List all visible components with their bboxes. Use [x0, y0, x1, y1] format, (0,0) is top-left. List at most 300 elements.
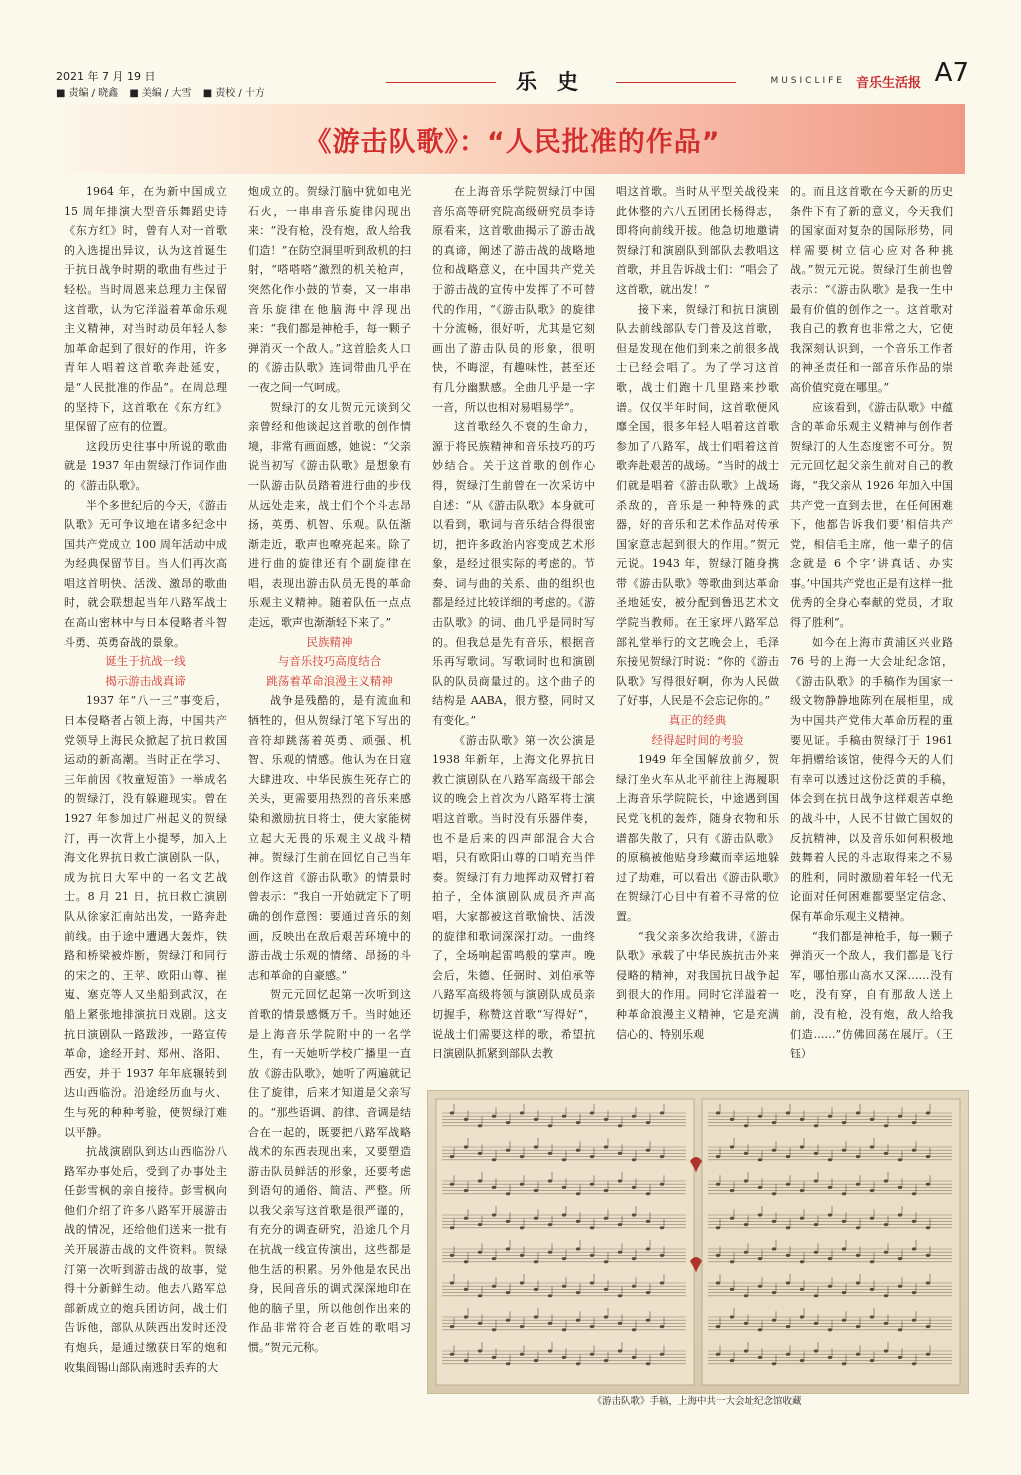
note-mark: [562, 1115, 566, 1118]
note-mark: [716, 1254, 720, 1257]
note-mark: [786, 1325, 790, 1328]
note-mark: [828, 1257, 832, 1260]
paragraph: 如今在上海市黄浦区兴业路 76 号的上海一大会址纪念馆，《游击队歌》的手稿作为国家一级文物静静地陈列在展柜里，成为中国共产党伟大革命历程的重要见证。手稿由贺绿汀于 1961 年捐赠给该馆，使得今天的人们有幸可以透过这份泛黄的手稿，体会到在抗日战争这样艰苦卓绝的战斗中，人民不甘做亡国奴的反抗精神，以及音乐如何积极地鼓舞着人民的斗志取得来之不易的胜利，同时激励着年轻一代无论面对任何困难都要坚定信念、保有革命乐观主义精神。: [790, 635, 953, 923]
note-mark: [814, 1294, 818, 1297]
note-mark: [870, 1189, 874, 1192]
note-mark: [450, 1281, 454, 1284]
note-mark: [884, 1152, 888, 1155]
note-mark: [730, 1118, 734, 1121]
note-mark: [576, 1362, 580, 1365]
note-mark: [646, 1121, 650, 1124]
note-mark: [450, 1111, 454, 1114]
note-mark: [520, 1353, 524, 1356]
note-mark: [646, 1291, 650, 1294]
note-mark: [478, 1179, 482, 1182]
note-mark: [632, 1328, 636, 1331]
note-mark: [744, 1179, 748, 1182]
note-mark: [618, 1179, 622, 1182]
paragraph: 的。而且这首歌在今天新的历史条件下有了新的意义，今天我们的国家面对复杂的国际形势，同样需要树立信心应对各种挑战。”贺元元说。贺绿汀生前也曾表示：“《游击队歌》是我一生中最有价值的创作之一。这首歌对我自己的教育也非常之大，它使我深刻认识到，一个音乐工作者的神圣责任和一部音乐作品的崇高价值究竟在哪里。”: [790, 185, 953, 394]
note-mark: [478, 1152, 482, 1155]
paragraph: 贺元元回忆起第一次听到这首歌的情景感慨万千。当时她还是上海音乐学院附中的一名学生，有一天她听学校广播里一直放《游击队歌》，她听了两遍就记住了旋律，后来才知道是父亲写的。“那些语调、韵律、音调是结合在一起的，既要把八路军战略战术的东西表现出来，又要塑造游击队员鲜活的形象，还要考虑到语句的通俗、简洁、严整。所以我父亲写这首歌是很严谨的，有充分的调查研究，沿途几个月在抗战一线宣传演出，这些都是他生活的积累。另外他是农民出身，民间音乐的调式深深地印在他的脑子里，所以他创作出来的作品非常符合老百姓的歌唱习惯。”贺元元称。: [248, 988, 411, 1355]
note-mark: [800, 1288, 804, 1291]
note-mark: [562, 1356, 566, 1359]
note-mark: [520, 1226, 524, 1229]
note-mark: [786, 1254, 790, 1257]
credit-proofreader: ■ 责校 / 十方: [203, 88, 265, 99]
note-mark: [856, 1111, 860, 1114]
note-mark: [576, 1247, 580, 1250]
note-mark: [576, 1319, 580, 1322]
column-5: [790, 182, 953, 1064]
subheading: 诞生于抗战一线: [105, 654, 186, 669]
article-title: 《游击队歌》：“人民批准的作品”: [304, 127, 721, 158]
note-mark: [632, 1285, 636, 1288]
note-mark: [548, 1152, 552, 1155]
paragraph: 这首歌经久不衰的生命力，源于将民族精神和音乐技巧的巧妙结合。关于这首歌的创作心得，贺绿汀生前曾在一次采访中自述：“从《游击队歌》本身就可以看到，歌词与音乐结合得很密切，把许多政治内容变成艺术形象，是经过很实际的考虑的。节奏、词与曲的关系、曲的组织也都是经过比较详细的考虑的。《游击队歌》的词、曲几乎是同时写的。但我总是先有音乐，根据音乐再写歌词。写歌词时也和演剧队的队员商量过的。这个曲子的结构是 AABA，很方整，同时又有变化。”: [432, 420, 595, 728]
note-mark: [912, 1220, 916, 1223]
note-mark: [576, 1220, 580, 1223]
note-mark: [772, 1220, 776, 1223]
note-mark: [646, 1192, 650, 1195]
note-mark: [478, 1322, 482, 1325]
subheading: 民族精神: [306, 634, 353, 649]
note-mark: [660, 1254, 664, 1257]
note-mark: [730, 1145, 734, 1148]
note-mark: [814, 1349, 818, 1352]
note-mark: [590, 1226, 594, 1229]
note-mark: [912, 1247, 916, 1250]
paragraph: 唱这首歌。当时从平型关战役来此休整的六八五团团长杨得志，即将向前线开拔。他急切地邀请贺绿汀和演剧队到部队去教唱这首歌，并且告诉战士们：“唱会了这首歌，就出发！”: [616, 185, 779, 296]
note-mark: [912, 1362, 916, 1365]
note-mark: [632, 1158, 636, 1161]
note-mark: [716, 1111, 720, 1114]
note-mark: [912, 1149, 916, 1152]
note-mark: [884, 1294, 888, 1297]
column-1: [64, 182, 227, 1377]
note-mark: [590, 1325, 594, 1328]
subheading: 真正的经典: [668, 713, 727, 728]
header-rule-left: [386, 82, 496, 83]
note-mark: [856, 1325, 860, 1328]
note-mark: [842, 1362, 846, 1365]
note-mark: [450, 1325, 454, 1328]
note-mark: [758, 1285, 762, 1288]
note-mark: [492, 1328, 496, 1331]
note-mark: [520, 1155, 524, 1158]
editor-credits: [56, 84, 273, 99]
note-mark: [478, 1223, 482, 1226]
note-mark: [870, 1359, 874, 1362]
note-mark: [562, 1285, 566, 1288]
note-mark: [646, 1319, 650, 1322]
note-mark: [730, 1315, 734, 1318]
note-mark: [926, 1226, 930, 1229]
note-mark: [618, 1152, 622, 1155]
note-mark: [576, 1192, 580, 1195]
note-mark: [730, 1260, 734, 1263]
note-mark: [492, 1115, 496, 1118]
note-mark: [884, 1223, 888, 1226]
note-mark: [828, 1186, 832, 1189]
note-mark: [646, 1220, 650, 1223]
note-mark: [492, 1285, 496, 1288]
note-mark: [730, 1359, 734, 1362]
note-mark: [856, 1281, 860, 1284]
note-mark: [842, 1291, 846, 1294]
note-mark: [548, 1294, 552, 1297]
note-mark: [590, 1254, 594, 1257]
note-mark: [870, 1260, 874, 1263]
note-mark: [548, 1322, 552, 1325]
note-mark: [604, 1359, 608, 1362]
paragraph: 战争是残酷的，是有流血和牺牲的，但从贺绿汀笔下写出的音符却跳荡着英勇、顽强、机智、乐观的情感。他认为在日寇大肆进攻、中华民族生死存亡的关头，更需要用热烈的音乐来感染和激励抗日将士，使大家能树立起大无畏的乐观主义战斗精神。贺绿汀生前在回忆自己当年创作这首《游击队歌》的情景时曾表示：“我自一开始就定下了明确的创作意图：要通过音乐的刻画，反映出在敌后艰苦环境中的游击战士乐观的情绪、昂扬的斗志和革命的自豪感。”: [248, 694, 411, 982]
manuscript-image: [427, 1090, 969, 1394]
note-mark: [632, 1115, 636, 1118]
note-mark: [520, 1111, 524, 1114]
note-mark: [828, 1213, 832, 1216]
column-2: [248, 182, 411, 1358]
note-mark: [912, 1291, 916, 1294]
note-mark: [716, 1325, 720, 1328]
paragraph: 半个多世纪后的今天，《游击队歌》无可争议地在诸多纪念中国共产党成立 100 周年活动中成为经典保留节目。当人们再次高唱这首明快、活泼、激昂的歌曲时，就会联想起当年八路军战士在高山密林中与日本侵略者斗智斗勇、英勇奋战的景象。: [64, 498, 227, 649]
note-mark: [814, 1322, 818, 1325]
note-mark: [758, 1328, 762, 1331]
note-mark: [562, 1328, 566, 1331]
note-mark: [856, 1155, 860, 1158]
note-mark: [534, 1118, 538, 1121]
note-mark: [660, 1111, 664, 1114]
note-mark: [800, 1145, 804, 1148]
note-mark: [520, 1325, 524, 1328]
note-mark: [590, 1111, 594, 1114]
note-mark: [590, 1353, 594, 1356]
note-mark: [772, 1149, 776, 1152]
page-header: [56, 58, 969, 102]
note-mark: [450, 1155, 454, 1158]
note-mark: [870, 1118, 874, 1121]
note-mark: [548, 1124, 552, 1127]
paragraph: 抗战演剧队到达山西临汾八路军办事处后，受到了办事处主任彭雪枫的亲自接待。彭雪枫向他们介绍了许多八路军开展游击战的情况，还给他们送来一批有关开展游击战的文件资料。贺绿汀第一次听到游击战的故事，觉得十分新鲜生动。他去八路军总部新成立的炮兵团访问，战士们告诉他，部队从陕西出发时还没有炮兵，是通过缴获日军的炮和收集阎锡山部队南逃时丢弃的大: [64, 1145, 227, 1374]
note-mark: [814, 1179, 818, 1182]
note-mark: [926, 1281, 930, 1284]
paragraph: 1964 年，在为新中国成立 15 周年排演大型音乐舞蹈史诗《东方红》时，曾有人对一首歌的入选提出异议，认为这首诞生于抗日战争时期的歌曲有些过于轻松。当时周恩来总理力主保留这首歌，认为它洋溢着革命乐观主义精神，对当时动员年轻人参加革命起到了很好的作用，许多青年人唱着这首歌奔赴延安，是“人民批准的作品”。在周总理的坚持下，这首歌在《东方红》里保留了应有的位置。: [64, 185, 227, 434]
note-mark: [898, 1285, 902, 1288]
note-mark: [478, 1251, 482, 1254]
note-mark: [450, 1226, 454, 1229]
note-mark: [842, 1149, 846, 1152]
note-mark: [646, 1149, 650, 1152]
note-mark: [898, 1356, 902, 1359]
note-mark: [744, 1223, 748, 1226]
note-mark: [898, 1257, 902, 1260]
note-mark: [562, 1257, 566, 1260]
subheading: 揭示游击战真谛: [105, 673, 186, 688]
note-mark: [646, 1362, 650, 1365]
note-mark: [758, 1186, 762, 1189]
note-mark: [856, 1226, 860, 1229]
note-mark: [478, 1349, 482, 1352]
note-mark: [912, 1121, 916, 1124]
note-mark: [744, 1124, 748, 1127]
note-mark: [618, 1294, 622, 1297]
note-mark: [730, 1189, 734, 1192]
note-mark: [758, 1213, 762, 1216]
note-mark: [534, 1288, 538, 1291]
note-mark: [744, 1251, 748, 1254]
note-mark: [786, 1111, 790, 1114]
note-mark: [926, 1111, 930, 1114]
note-mark: [660, 1281, 664, 1284]
note-mark: [618, 1349, 622, 1352]
note-mark: [632, 1257, 636, 1260]
note-mark: [548, 1251, 552, 1254]
note-mark: [618, 1223, 622, 1226]
note-mark: [562, 1158, 566, 1161]
note-mark: [786, 1226, 790, 1229]
note-mark: [842, 1319, 846, 1322]
note-mark: [856, 1353, 860, 1356]
header-rule-right: [616, 82, 736, 83]
newspaper-name: 音乐生活报: [855, 76, 921, 91]
note-mark: [534, 1145, 538, 1148]
note-mark: [814, 1124, 818, 1127]
note-mark: [786, 1155, 790, 1158]
note-mark: [786, 1353, 790, 1356]
note-mark: [926, 1325, 930, 1328]
note-mark: [898, 1186, 902, 1189]
note-mark: [464, 1315, 468, 1318]
note-mark: [618, 1124, 622, 1127]
note-mark: [744, 1152, 748, 1155]
note-mark: [884, 1179, 888, 1182]
note-mark: [758, 1158, 762, 1161]
note-mark: [772, 1247, 776, 1250]
note-mark: [772, 1192, 776, 1195]
column-4: [616, 182, 779, 1044]
note-mark: [534, 1315, 538, 1318]
note-mark: [548, 1349, 552, 1352]
note-mark: [758, 1115, 762, 1118]
note-mark: [898, 1213, 902, 1216]
note-mark: [548, 1223, 552, 1226]
note-mark: [898, 1158, 902, 1161]
note-mark: [772, 1291, 776, 1294]
note-mark: [604, 1315, 608, 1318]
note-mark: [604, 1217, 608, 1220]
note-mark: [926, 1183, 930, 1186]
note-mark: [814, 1152, 818, 1155]
note-mark: [464, 1288, 468, 1291]
note-mark: [590, 1183, 594, 1186]
note-mark: [898, 1115, 902, 1118]
note-mark: [534, 1189, 538, 1192]
note-mark: [492, 1158, 496, 1161]
note-mark: [842, 1121, 846, 1124]
paragraph: 这段历史往事中所说的歌曲就是 1937 年由贺绿汀作词作曲的《游击队歌》。: [64, 439, 227, 492]
note-mark: [506, 1121, 510, 1124]
note-mark: [758, 1356, 762, 1359]
note-mark: [562, 1186, 566, 1189]
note-mark: [800, 1359, 804, 1362]
note-mark: [534, 1359, 538, 1362]
note-mark: [604, 1189, 608, 1192]
note-mark: [744, 1349, 748, 1352]
note-mark: [646, 1247, 650, 1250]
note-mark: [492, 1257, 496, 1260]
credit-designer: ■ 美编 / 大雪: [129, 88, 191, 99]
note-mark: [828, 1285, 832, 1288]
note-mark: [478, 1294, 482, 1297]
page-number: A7: [934, 58, 969, 88]
note-mark: [856, 1254, 860, 1257]
issue-date: 2021 年 7 月 19 日: [56, 70, 156, 83]
note-mark: [842, 1247, 846, 1250]
note-mark: [814, 1251, 818, 1254]
note-mark: [884, 1349, 888, 1352]
note-mark: [548, 1179, 552, 1182]
paragraph: 应该看到，《游击队歌》中蕴含的革命乐观主义精神与创作者贺绿汀的人生态度密不可分。贺元元回忆起父亲生前对自己的教诲，“我父亲从 1926 年加入中国共产党一直到去世，在任何困难下，他都告诉我们要‘相信共产党，相信毛主席，他一辈子的信念就是 6 个字‘讲真话、办实事。’中国共产党也正是有这样一批优秀的全身心奉献的党员，才取得了胜利”。: [790, 400, 953, 630]
column-3: [432, 182, 595, 1064]
note-mark: [618, 1322, 622, 1325]
note-mark: [590, 1155, 594, 1158]
note-mark: [520, 1281, 524, 1284]
note-mark: [884, 1124, 888, 1127]
note-mark: [534, 1260, 538, 1263]
note-mark: [870, 1145, 874, 1148]
note-mark: [464, 1145, 468, 1148]
note-mark: [464, 1118, 468, 1121]
subheading: 跳荡着革命浪漫主义精神: [266, 673, 393, 688]
section-name: 乐史: [516, 69, 598, 94]
note-mark: [772, 1121, 776, 1124]
paragraph: 贺绿汀的女儿贺元元谈到父亲曾经和他谈起这首歌的创作情境，非常有画面感，她说：“父亲说当初写《游击队歌》是想象有一队游击队员踏着进行曲的步伐从远处走来，战士们个个斗志昂扬，英勇、机智、乐观。队伍渐渐走近，歌声也嘹亮起来。除了进行曲的旋律还有个副旋律在唱，表现出游击队员无畏的革命乐观主义精神。随着队伍一点点走远，歌声也渐渐轻下来了。”: [248, 400, 411, 630]
note-mark: [506, 1362, 510, 1365]
note-mark: [856, 1183, 860, 1186]
note-mark: [800, 1260, 804, 1263]
note-mark: [618, 1251, 622, 1254]
note-mark: [478, 1124, 482, 1127]
note-mark: [884, 1251, 888, 1254]
note-mark: [506, 1192, 510, 1195]
note-mark: [464, 1260, 468, 1263]
note-mark: [506, 1220, 510, 1223]
note-mark: [898, 1328, 902, 1331]
paragraph: 1949 年全国解放前夕，贺绿汀坐火车从北平前往上海履职上海音乐学院院长，中途遇到国民党飞机的轰炸，随身衣物和乐谱都失散了，只有《游击队歌》的原稿被他贴身珍藏而幸运地躲过了劫难，可以看出《游击队歌》在贺绿汀心目中有着不寻常的位置。: [616, 753, 779, 923]
note-mark: [604, 1288, 608, 1291]
note-mark: [912, 1319, 916, 1322]
note-mark: [884, 1322, 888, 1325]
brand-english: MUSICLIFE: [770, 76, 845, 86]
note-mark: [464, 1359, 468, 1362]
note-mark: [926, 1254, 930, 1257]
note-mark: [576, 1149, 580, 1152]
subheading: 与音乐技巧高度结合: [277, 654, 382, 669]
note-mark: [926, 1353, 930, 1356]
manuscript-score-graphic: [428, 1091, 968, 1393]
note-mark: [604, 1145, 608, 1148]
note-mark: [450, 1353, 454, 1356]
paragraph: “我父亲多次给我讲，《游击队歌》承载了中华民族抗击外来侵略的精神，对我国抗日战争起到很大的作用。同时它洋溢着一种革命浪漫主义精神，它是充满信心的、特别乐观: [616, 929, 779, 1041]
note-mark: [492, 1356, 496, 1359]
note-mark: [576, 1121, 580, 1124]
note-mark: [912, 1192, 916, 1195]
note-mark: [716, 1155, 720, 1158]
title-banner: [60, 104, 965, 174]
note-mark: [870, 1217, 874, 1220]
note-mark: [828, 1328, 832, 1331]
note-mark: [660, 1183, 664, 1186]
note-mark: [716, 1183, 720, 1186]
paragraph: 1937 年“八一三”事变后，日本侵略者占领上海，中国共产党领导上海民众掀起了抗日救国运动的新高潮。当时正在学习、三年前因《牧童短笛》一举成名的贺绿汀，没有躲避现实。曾在 1927 年参加过广州起义的贺绿汀，再一次背上小提琴，加入上海文化界抗日救亡演剧队一队，成为抗日大军中的一名文艺战士。8 月 21 日，抗日救亡演剧队从徐家汇南站出发，一路奔赴前线。由于途中遭遇大轰炸，铁路和桥梁被炸断，贺绿汀和同行的宋之的、王苹、欧阳山尊、崔嵬、塞克等人又坐船到武汉，在船上紧张地排演抗日戏剧。这支抗日演剧队一路跋涉，一路宣传革命，途经开封、郑州、洛阳、西安，并于 1937 年年底辗转到达山西临汾。沿途经历血与火、生与死的种种考验，使贺绿汀难以平静。: [64, 694, 227, 1139]
note-mark: [660, 1353, 664, 1356]
note-mark: [604, 1260, 608, 1263]
note-mark: [716, 1226, 720, 1229]
paragraph: 《游击队歌》第一次公演是 1938 年新年，上海文化界抗日救亡演剧队在八路军高级干部会议的晚会上首次为八路军将士演唱这首歌。当时没有乐器伴奏，也不是后来的四声部混合大合唱，只有欧阳山尊的口哨充当伴奏。贺绿汀有力地挥动双臂打着拍子，全体演剧队成员齐声高唱，大家都被这首歌愉快、活泼的旋律和歌词深深打动。一曲终了，全场响起雷鸣般的掌声。晚会后，朱德、任弼时、刘伯承等八路军高级将领与演剧队成员亲切握手，称赞这首歌“写得好”，说战士们需要这样的歌，希望抗日演剧队抓紧到部队去教: [432, 733, 595, 1061]
note-mark: [814, 1223, 818, 1226]
note-mark: [744, 1322, 748, 1325]
note-mark: [800, 1315, 804, 1318]
note-mark: [506, 1149, 510, 1152]
note-mark: [562, 1213, 566, 1216]
note-mark: [730, 1217, 734, 1220]
note-mark: [520, 1183, 524, 1186]
paragraph: “我们都是神枪手，每一颗子弹消灭一个敌人，我们都是飞行军，哪怕那山高水又深……没有吃，没有穿，自有那敌人送上前，没有枪，没有炮，敌人给我们造……”仿佛回荡在展厅。（王钰）: [790, 929, 953, 1061]
note-mark: [926, 1155, 930, 1158]
paragraph: 在上海音乐学院贺绿汀中国音乐高等研究院高级研究员李诗原看来，这首歌曲揭示了游击战的真谛，阐述了游击战的战略地位和战略意义，在中国共产党关于游击战的宣传中发挥了不可替代的作用，“《游击队歌》的旋律十分流畅，很好听，尤其是它刻画出了游击队员的形象，很明快，不晦涩，有趣味性，甚至还有几分幽默感。全曲几乎是一字一音，所以也相对易唱易学”。: [432, 185, 595, 414]
note-mark: [786, 1183, 790, 1186]
note-mark: [492, 1186, 496, 1189]
note-mark: [604, 1118, 608, 1121]
note-mark: [772, 1362, 776, 1365]
note-mark: [716, 1353, 720, 1356]
paragraph: 炮成立的。贺绿汀脑中犹如电光石火，一串串音乐旋律闪现出来：“没有枪，没有炮，敌人给我们造！”在防空洞里听到敌机的扫射，“嗒嗒嗒”激烈的机关枪声，突然化作小鼓的节奏，又一串串音乐旋律在他脑海中浮现出来：“我们都是神枪手，每一颗子弹消灭一个敌人。”这首脍炙人口的《游击队歌》连词带曲几乎在一夜之间一气呵成。: [248, 185, 411, 394]
note-mark: [716, 1281, 720, 1284]
note-mark: [464, 1217, 468, 1220]
note-mark: [660, 1325, 664, 1328]
note-mark: [534, 1217, 538, 1220]
note-mark: [660, 1155, 664, 1158]
subheading: 经得起时间的考验: [651, 732, 744, 747]
note-mark: [520, 1254, 524, 1257]
note-mark: [450, 1254, 454, 1257]
paragraph: 接下来，贺绿汀和抗日演剧队去前线部队专门普及这首歌，但是发现在他们到来之前很多战士已经会唱了。为了学习这首歌，战士们跑十几里路来抄歌谱。仅仅半年时间，这首歌便风靡全国，很多年轻人唱着这首歌参加了八路军，战士们唱着这首歌奔赴艰苦的战场。“当时的战士们就是唱着《游击队歌》上战场杀敌的，音乐是一种特殊的武器，好的音乐和艺术作品对传承国家意志起到很大的作用。”贺元元说。1943 年，贺绿汀随身携带《游击队歌》等歌曲到达革命圣地延安，被分配到鲁迅艺术文学院当教师。在王家坪八路军总部礼堂举行的文艺晚会上，毛泽东接见贺绿汀时说：“你的《游击队歌》写得很好啊，你为人民做了好事，人民是不会忘记你的。”: [616, 302, 779, 708]
note-mark: [464, 1189, 468, 1192]
note-mark: [506, 1291, 510, 1294]
note-mark: [590, 1281, 594, 1284]
note-mark: [576, 1291, 580, 1294]
note-mark: [842, 1192, 846, 1195]
note-mark: [800, 1118, 804, 1121]
note-mark: [632, 1213, 636, 1216]
note-mark: [758, 1257, 762, 1260]
note-mark: [632, 1356, 636, 1359]
note-mark: [828, 1158, 832, 1161]
note-mark: [506, 1247, 510, 1250]
note-mark: [492, 1213, 496, 1216]
note-mark: [660, 1226, 664, 1229]
note-mark: [506, 1319, 510, 1322]
note-mark: [632, 1186, 636, 1189]
note-mark: [800, 1189, 804, 1192]
note-mark: [828, 1115, 832, 1118]
note-mark: [870, 1315, 874, 1318]
note-mark: [870, 1288, 874, 1291]
note-mark: [450, 1183, 454, 1186]
note-mark: [828, 1356, 832, 1359]
note-mark: [730, 1288, 734, 1291]
image-caption: 《游击队歌》手稿，上海中共一大会址纪念馆收藏: [592, 1396, 802, 1407]
note-mark: [842, 1220, 846, 1223]
